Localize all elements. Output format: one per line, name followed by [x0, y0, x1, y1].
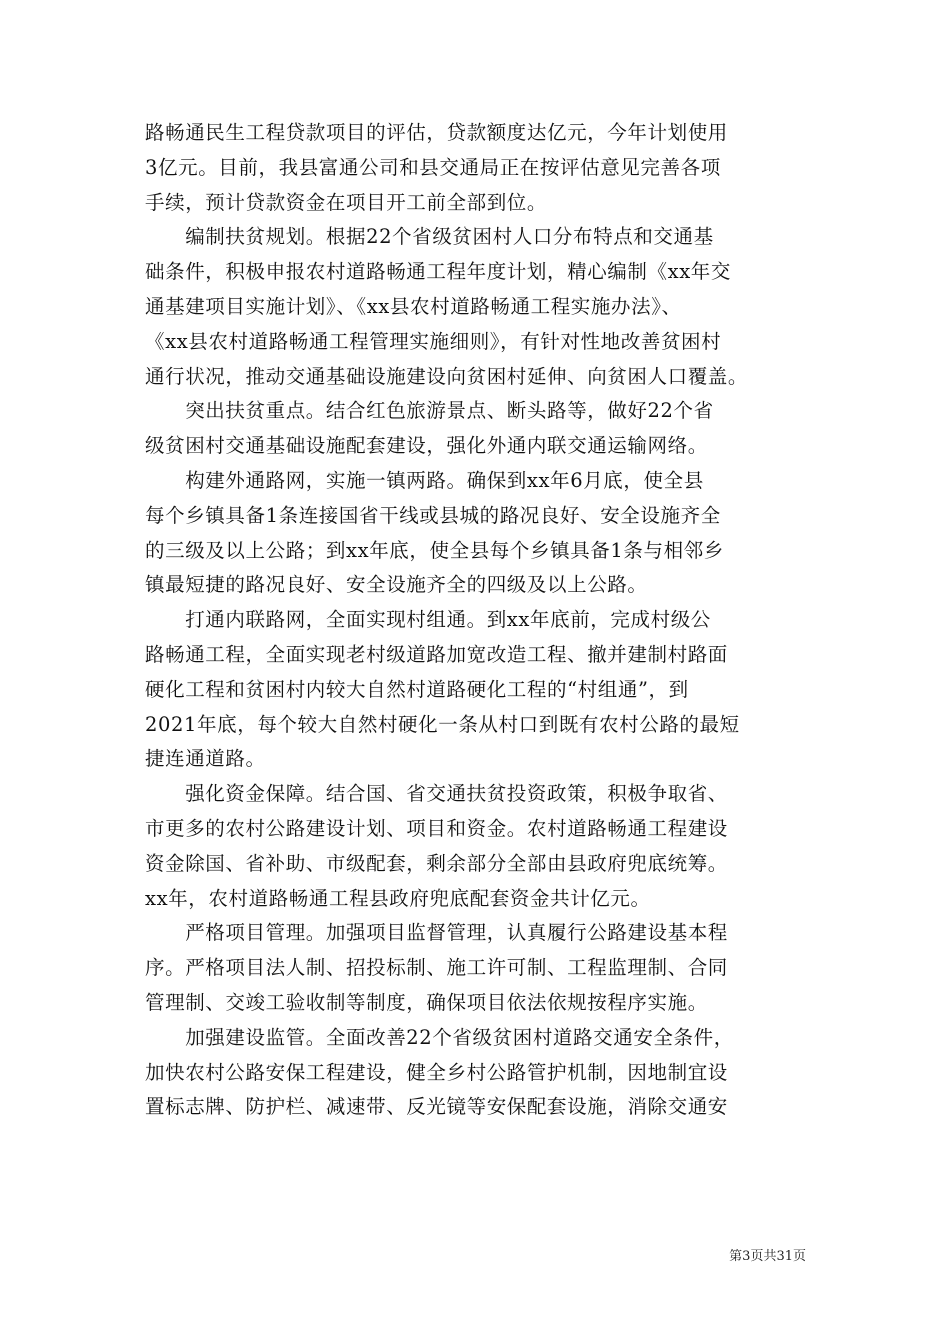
- paragraph-internal-network: 打通内联路网，全面实现村组通。到xx年底前，完成村级公 路畅通工程，全面实现老村级道路加宽改造工程、撤并建制村路面 硬化工程和贫困村内较大自然村道路硬化工程的“村组通”，到 2021年底，每个较大自然村硬化一条从村口到既有农村公路的最短 捷连通道路。: [145, 608, 740, 771]
- paragraph-funding: 强化资金保障。结合国、省交通扶贫投资政策，积极争取省、 市更多的农村公路建设计划、项目和资金。农村道路畅通工程建设 资金除国、省补助、市级配套，剩余部分全部由县政府兜底统筹。 xx年，农村道路畅通工程县政府兜底配套资金共计亿元。: [145, 782, 728, 910]
- paragraph-poverty-plan: 编制扶贫规划。根据22个省级贫困村人口分布特点和交通基 础条件，积极申报农村道路畅通工程年度计划，精心编制《xx年交 通基建项目实施计划》、《xx县农村道路畅通工程实施办法》、 《xx县农村道路畅通工程管理实施细则》，有针对性地改善贫困村 通行状况，推动交通基础设施建设向贫困村延伸、向贫困人口覆盖。: [145, 225, 749, 388]
- paragraph-external-network: 构建外通路网，实施一镇两路。确保到xx年6月底，使全县 每个乡镇具备1条连接国省干线或县城的路况良好、安全设施齐全 的三级及以上公路；到xx年底，使全县每个乡镇具备1条与相邻乡 镇最短捷的路况良好、安全设施齐全的四级及以上公路。: [145, 468, 724, 597]
- paragraph-loan-continuation: 路畅通民生工程贷款项目的评估，贷款额度达亿元，今年计划使用 3亿元。目前，我县富通公司和县交通局正在按评估意见完善各项 手续，预计贷款资金在项目开工前全部到位。: [145, 121, 728, 214]
- paragraph-construction-supervision: 加强建设监管。全面改善22个省级贫困村道路交通安全条件， 加快农村公路安保工程建设，健全乡村公路管护机制，因地制宜设 置标志牌、防护栏、减速带、反光镜等安保配套设施，消除交通安: [145, 1025, 734, 1119]
- paragraph-poverty-focus: 突出扶贫重点。结合红色旅游景点、断头路等，做好22个省 级贫困村交通基础设施配套建设，强化外通内联交通运输网络。: [145, 399, 714, 458]
- paragraph-project-management: 严格项目管理。加强项目监督管理，认真履行公路建设基本程 序。严格项目法人制、招投标制、施工许可制、工程监理制、合同 管理制、交竣工验收制等制度，确保项目依法依规按程序实施。: [145, 921, 728, 1014]
- document-body: [145, 116, 815, 1125]
- page-number: 第3页共31页: [729, 1249, 806, 1264]
